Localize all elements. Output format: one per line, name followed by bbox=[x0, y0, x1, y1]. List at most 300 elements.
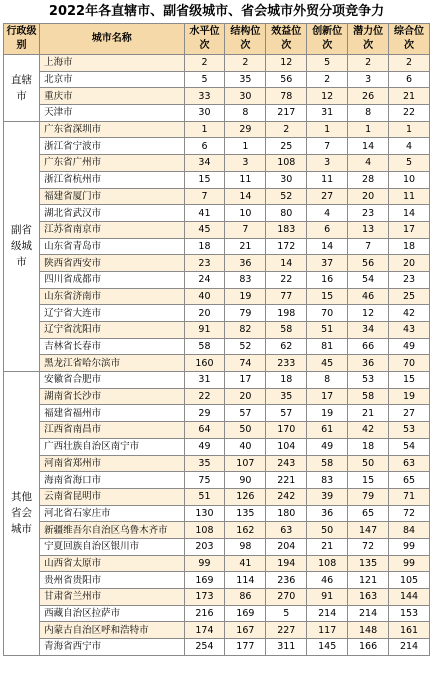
benefit-rank-cell: 18 bbox=[266, 372, 307, 389]
overall-rank-cell: 27 bbox=[389, 405, 430, 422]
potential-rank-cell: 12 bbox=[348, 305, 389, 322]
overall-rank-cell: 99 bbox=[389, 538, 430, 555]
table-row bbox=[4, 405, 430, 422]
table-row bbox=[4, 455, 430, 472]
structure-rank-cell: 74 bbox=[225, 355, 266, 372]
level-rank-cell: 31 bbox=[184, 372, 225, 389]
city-name-cell: 辽宁省大连市 bbox=[40, 305, 184, 322]
overall-rank-cell: 72 bbox=[389, 505, 430, 522]
benefit-rank-cell: 78 bbox=[266, 88, 307, 105]
city-name-cell: 四川省成都市 bbox=[40, 271, 184, 288]
benefit-rank-cell: 63 bbox=[266, 522, 307, 539]
overall-rank-cell: 10 bbox=[389, 171, 430, 188]
level-rank-cell: 51 bbox=[184, 488, 225, 505]
overall-rank-cell: 54 bbox=[389, 438, 430, 455]
overall-rank-cell: 1 bbox=[389, 121, 430, 138]
benefit-rank-cell: 22 bbox=[266, 271, 307, 288]
city-name-cell: 福建省厦门市 bbox=[40, 188, 184, 205]
innovation-rank-cell: 45 bbox=[307, 355, 348, 372]
innovation-rank-cell: 51 bbox=[307, 322, 348, 339]
table-row bbox=[4, 538, 430, 555]
innovation-rank-cell: 37 bbox=[307, 255, 348, 272]
overall-rank-cell: 43 bbox=[389, 322, 430, 339]
overall-rank-cell: 214 bbox=[389, 639, 430, 656]
level-rank-cell: 203 bbox=[184, 538, 225, 555]
benefit-rank-cell: 80 bbox=[266, 205, 307, 222]
benefit-rank-cell: 25 bbox=[266, 138, 307, 155]
city-name-cell: 湖北省武汉市 bbox=[40, 205, 184, 222]
overall-rank-cell: 14 bbox=[389, 205, 430, 222]
innovation-rank-cell: 17 bbox=[307, 388, 348, 405]
innovation-rank-cell: 15 bbox=[307, 288, 348, 305]
table-row bbox=[4, 221, 430, 238]
structure-rank-cell: 167 bbox=[225, 622, 266, 639]
structure-rank-cell: 1 bbox=[225, 138, 266, 155]
admin-level-cell: 直辖市 bbox=[4, 55, 40, 122]
potential-rank-cell: 18 bbox=[348, 438, 389, 455]
benefit-rank-cell: 170 bbox=[266, 422, 307, 439]
city-name-cell: 青海省西宁市 bbox=[40, 639, 184, 656]
potential-rank-cell: 26 bbox=[348, 88, 389, 105]
overall-rank-cell: 65 bbox=[389, 472, 430, 489]
level-rank-cell: 99 bbox=[184, 555, 225, 572]
level-rank-cell: 216 bbox=[184, 605, 225, 622]
table-row bbox=[4, 105, 430, 122]
table-row bbox=[4, 589, 430, 606]
benefit-rank-cell: 172 bbox=[266, 238, 307, 255]
table-row bbox=[4, 622, 430, 639]
overall-rank-cell: 5 bbox=[389, 155, 430, 172]
city-name-cell: 广东省深圳市 bbox=[40, 121, 184, 138]
structure-rank-cell: 10 bbox=[225, 205, 266, 222]
innovation-rank-cell: 49 bbox=[307, 438, 348, 455]
table-row bbox=[4, 238, 430, 255]
potential-rank-cell: 42 bbox=[348, 422, 389, 439]
overall-rank-cell: 17 bbox=[389, 221, 430, 238]
innovation-rank-cell: 91 bbox=[307, 589, 348, 606]
benefit-rank-cell: 104 bbox=[266, 438, 307, 455]
benefit-rank-cell: 227 bbox=[266, 622, 307, 639]
benefit-rank-cell: 198 bbox=[266, 305, 307, 322]
benefit-rank-cell: 194 bbox=[266, 555, 307, 572]
table-row bbox=[4, 422, 430, 439]
innovation-rank-cell: 39 bbox=[307, 488, 348, 505]
city-name-cell: 云南省昆明市 bbox=[40, 488, 184, 505]
city-name-cell: 广西壮族自治区南宁市 bbox=[40, 438, 184, 455]
level-rank-cell: 30 bbox=[184, 105, 225, 122]
level-rank-cell: 29 bbox=[184, 405, 225, 422]
innovation-rank-cell: 81 bbox=[307, 338, 348, 355]
structure-rank-cell: 82 bbox=[225, 322, 266, 339]
structure-rank-cell: 11 bbox=[225, 171, 266, 188]
overall-rank-cell: 70 bbox=[389, 355, 430, 372]
level-rank-cell: 34 bbox=[184, 155, 225, 172]
city-name-cell: 山东省青岛市 bbox=[40, 238, 184, 255]
potential-rank-cell: 66 bbox=[348, 338, 389, 355]
overall-rank-cell: 15 bbox=[389, 372, 430, 389]
structure-rank-cell: 86 bbox=[225, 589, 266, 606]
potential-rank-cell: 147 bbox=[348, 522, 389, 539]
structure-rank-cell: 126 bbox=[225, 488, 266, 505]
table-row bbox=[4, 555, 430, 572]
structure-rank-cell: 107 bbox=[225, 455, 266, 472]
innovation-rank-cell: 108 bbox=[307, 555, 348, 572]
table-row bbox=[4, 639, 430, 656]
table-row bbox=[4, 522, 430, 539]
level-rank-cell: 2 bbox=[184, 55, 225, 72]
structure-rank-cell: 57 bbox=[225, 405, 266, 422]
potential-rank-cell: 166 bbox=[348, 639, 389, 656]
potential-rank-cell: 23 bbox=[348, 205, 389, 222]
level-rank-cell: 174 bbox=[184, 622, 225, 639]
table-title: 2022年各直辖市、副省级城市、省会城市外贸分项竞争力 bbox=[48, 4, 385, 19]
overall-rank-cell: 4 bbox=[389, 138, 430, 155]
innovation-rank-cell: 27 bbox=[307, 188, 348, 205]
benefit-rank-cell: 77 bbox=[266, 288, 307, 305]
potential-rank-cell: 163 bbox=[348, 589, 389, 606]
potential-rank-cell: 1 bbox=[348, 121, 389, 138]
innovation-rank-cell: 7 bbox=[307, 138, 348, 155]
potential-rank-cell: 21 bbox=[348, 405, 389, 422]
city-name-cell: 内蒙古自治区呼和浩特市 bbox=[40, 622, 184, 639]
structure-rank-cell: 17 bbox=[225, 372, 266, 389]
potential-rank-cell: 148 bbox=[348, 622, 389, 639]
city-name-cell: 安徽省合肥市 bbox=[40, 372, 184, 389]
benefit-rank-cell: 243 bbox=[266, 455, 307, 472]
city-name-cell: 陕西省西安市 bbox=[40, 255, 184, 272]
structure-rank-cell: 90 bbox=[225, 472, 266, 489]
level-rank-cell: 18 bbox=[184, 238, 225, 255]
benefit-rank-cell: 183 bbox=[266, 221, 307, 238]
city-name-cell: 上海市 bbox=[40, 55, 184, 72]
table-row bbox=[4, 288, 430, 305]
level-rank-cell: 108 bbox=[184, 522, 225, 539]
overall-rank-cell: 6 bbox=[389, 71, 430, 88]
innovation-rank-cell: 16 bbox=[307, 271, 348, 288]
table-row bbox=[4, 372, 430, 389]
structure-rank-cell: 8 bbox=[225, 105, 266, 122]
table-row bbox=[4, 255, 430, 272]
structure-rank-cell: 169 bbox=[225, 605, 266, 622]
table-row bbox=[4, 505, 430, 522]
level-rank-cell: 254 bbox=[184, 639, 225, 656]
potential-rank-cell: 72 bbox=[348, 538, 389, 555]
potential-rank-cell: 54 bbox=[348, 271, 389, 288]
potential-rank-cell: 3 bbox=[348, 71, 389, 88]
level-rank-cell: 45 bbox=[184, 221, 225, 238]
benefit-rank-cell: 2 bbox=[266, 121, 307, 138]
structure-rank-cell: 50 bbox=[225, 422, 266, 439]
overall-rank-cell: 144 bbox=[389, 589, 430, 606]
structure-rank-cell: 20 bbox=[225, 388, 266, 405]
innovation-rank-cell: 214 bbox=[307, 605, 348, 622]
overall-rank-cell: 53 bbox=[389, 422, 430, 439]
table-row bbox=[4, 488, 430, 505]
innovation-rank-cell: 3 bbox=[307, 155, 348, 172]
potential-rank-cell: 58 bbox=[348, 388, 389, 405]
level-rank-cell: 173 bbox=[184, 589, 225, 606]
table-row bbox=[4, 55, 430, 72]
potential-rank-cell: 56 bbox=[348, 255, 389, 272]
city-name-cell: 浙江省杭州市 bbox=[40, 171, 184, 188]
benefit-rank-cell: 311 bbox=[266, 639, 307, 656]
city-name-cell: 天津市 bbox=[40, 105, 184, 122]
level-rank-cell: 33 bbox=[184, 88, 225, 105]
structure-rank-cell: 36 bbox=[225, 255, 266, 272]
city-name-cell: 海南省海口市 bbox=[40, 472, 184, 489]
benefit-rank-cell: 233 bbox=[266, 355, 307, 372]
innovation-rank-cell: 61 bbox=[307, 422, 348, 439]
potential-rank-cell: 53 bbox=[348, 372, 389, 389]
level-rank-cell: 24 bbox=[184, 271, 225, 288]
city-name-cell: 江苏省南京市 bbox=[40, 221, 184, 238]
table-row bbox=[4, 305, 430, 322]
innovation-rank-cell: 70 bbox=[307, 305, 348, 322]
innovation-rank-cell: 5 bbox=[307, 55, 348, 72]
innovation-rank-cell: 36 bbox=[307, 505, 348, 522]
overall-rank-cell: 42 bbox=[389, 305, 430, 322]
potential-rank-cell: 4 bbox=[348, 155, 389, 172]
city-name-cell: 贵州省贵阳市 bbox=[40, 572, 184, 589]
potential-rank-cell: 20 bbox=[348, 188, 389, 205]
innovation-rank-cell: 8 bbox=[307, 372, 348, 389]
potential-rank-cell: 36 bbox=[348, 355, 389, 372]
structure-rank-cell: 135 bbox=[225, 505, 266, 522]
header-admin-level: 行政级别 bbox=[4, 24, 40, 55]
potential-rank-cell: 14 bbox=[348, 138, 389, 155]
city-name-cell: 新疆维吾尔自治区乌鲁木齐市 bbox=[40, 522, 184, 539]
benefit-rank-cell: 30 bbox=[266, 171, 307, 188]
innovation-rank-cell: 14 bbox=[307, 238, 348, 255]
header-innovation-rank: 创新位次 bbox=[307, 24, 348, 55]
overall-rank-cell: 11 bbox=[389, 188, 430, 205]
benefit-rank-cell: 52 bbox=[266, 188, 307, 205]
structure-rank-cell: 83 bbox=[225, 271, 266, 288]
overall-rank-cell: 105 bbox=[389, 572, 430, 589]
city-name-cell: 广东省广州市 bbox=[40, 155, 184, 172]
header-row bbox=[4, 24, 430, 55]
potential-rank-cell: 15 bbox=[348, 472, 389, 489]
table-row bbox=[4, 88, 430, 105]
table-row bbox=[4, 71, 430, 88]
structure-rank-cell: 3 bbox=[225, 155, 266, 172]
structure-rank-cell: 52 bbox=[225, 338, 266, 355]
table-row bbox=[4, 322, 430, 339]
potential-rank-cell: 79 bbox=[348, 488, 389, 505]
table-row bbox=[4, 472, 430, 489]
potential-rank-cell: 50 bbox=[348, 455, 389, 472]
level-rank-cell: 15 bbox=[184, 171, 225, 188]
table-row bbox=[4, 438, 430, 455]
structure-rank-cell: 114 bbox=[225, 572, 266, 589]
level-rank-cell: 75 bbox=[184, 472, 225, 489]
overall-rank-cell: 21 bbox=[389, 88, 430, 105]
structure-rank-cell: 79 bbox=[225, 305, 266, 322]
benefit-rank-cell: 14 bbox=[266, 255, 307, 272]
overall-rank-cell: 63 bbox=[389, 455, 430, 472]
structure-rank-cell: 98 bbox=[225, 538, 266, 555]
innovation-rank-cell: 4 bbox=[307, 205, 348, 222]
benefit-rank-cell: 35 bbox=[266, 388, 307, 405]
benefit-rank-cell: 221 bbox=[266, 472, 307, 489]
level-rank-cell: 160 bbox=[184, 355, 225, 372]
innovation-rank-cell: 2 bbox=[307, 71, 348, 88]
benefit-rank-cell: 12 bbox=[266, 55, 307, 72]
potential-rank-cell: 214 bbox=[348, 605, 389, 622]
level-rank-cell: 5 bbox=[184, 71, 225, 88]
structure-rank-cell: 41 bbox=[225, 555, 266, 572]
innovation-rank-cell: 83 bbox=[307, 472, 348, 489]
structure-rank-cell: 30 bbox=[225, 88, 266, 105]
potential-rank-cell: 13 bbox=[348, 221, 389, 238]
header-benefit-rank: 效益位次 bbox=[266, 24, 307, 55]
benefit-rank-cell: 62 bbox=[266, 338, 307, 355]
benefit-rank-cell: 5 bbox=[266, 605, 307, 622]
overall-rank-cell: 49 bbox=[389, 338, 430, 355]
header-potential-rank: 潜力位次 bbox=[348, 24, 389, 55]
benefit-rank-cell: 180 bbox=[266, 505, 307, 522]
innovation-rank-cell: 21 bbox=[307, 538, 348, 555]
table-row bbox=[4, 188, 430, 205]
admin-level-cell: 副省级城市 bbox=[4, 121, 40, 371]
structure-rank-cell: 162 bbox=[225, 522, 266, 539]
innovation-rank-cell: 145 bbox=[307, 639, 348, 656]
city-name-cell: 西藏自治区拉萨市 bbox=[40, 605, 184, 622]
table-row bbox=[4, 205, 430, 222]
table-row bbox=[4, 388, 430, 405]
potential-rank-cell: 65 bbox=[348, 505, 389, 522]
benefit-rank-cell: 270 bbox=[266, 589, 307, 606]
level-rank-cell: 58 bbox=[184, 338, 225, 355]
structure-rank-cell: 21 bbox=[225, 238, 266, 255]
innovation-rank-cell: 31 bbox=[307, 105, 348, 122]
innovation-rank-cell: 12 bbox=[307, 88, 348, 105]
city-name-cell: 甘肃省兰州市 bbox=[40, 589, 184, 606]
level-rank-cell: 22 bbox=[184, 388, 225, 405]
overall-rank-cell: 19 bbox=[389, 388, 430, 405]
innovation-rank-cell: 50 bbox=[307, 522, 348, 539]
overall-rank-cell: 25 bbox=[389, 288, 430, 305]
level-rank-cell: 41 bbox=[184, 205, 225, 222]
innovation-rank-cell: 6 bbox=[307, 221, 348, 238]
table-row bbox=[4, 121, 430, 138]
city-name-cell: 宁夏回族自治区银川市 bbox=[40, 538, 184, 555]
potential-rank-cell: 46 bbox=[348, 288, 389, 305]
benefit-rank-cell: 236 bbox=[266, 572, 307, 589]
table-row bbox=[4, 355, 430, 372]
innovation-rank-cell: 46 bbox=[307, 572, 348, 589]
table-row bbox=[4, 572, 430, 589]
overall-rank-cell: 2 bbox=[389, 55, 430, 72]
overall-rank-cell: 161 bbox=[389, 622, 430, 639]
level-rank-cell: 40 bbox=[184, 288, 225, 305]
benefit-rank-cell: 56 bbox=[266, 71, 307, 88]
competitiveness-table bbox=[3, 23, 430, 656]
city-name-cell: 山西省太原市 bbox=[40, 555, 184, 572]
structure-rank-cell: 29 bbox=[225, 121, 266, 138]
level-rank-cell: 130 bbox=[184, 505, 225, 522]
header-structure-rank: 结构位次 bbox=[225, 24, 266, 55]
overall-rank-cell: 84 bbox=[389, 522, 430, 539]
level-rank-cell: 6 bbox=[184, 138, 225, 155]
header-level-rank: 水平位次 bbox=[184, 24, 225, 55]
level-rank-cell: 23 bbox=[184, 255, 225, 272]
city-name-cell: 重庆市 bbox=[40, 88, 184, 105]
overall-rank-cell: 153 bbox=[389, 605, 430, 622]
potential-rank-cell: 28 bbox=[348, 171, 389, 188]
admin-level-cell: 其他省会城市 bbox=[4, 372, 40, 656]
potential-rank-cell: 135 bbox=[348, 555, 389, 572]
table-row bbox=[4, 271, 430, 288]
benefit-rank-cell: 242 bbox=[266, 488, 307, 505]
level-rank-cell: 20 bbox=[184, 305, 225, 322]
overall-rank-cell: 20 bbox=[389, 255, 430, 272]
structure-rank-cell: 35 bbox=[225, 71, 266, 88]
structure-rank-cell: 2 bbox=[225, 55, 266, 72]
table-row bbox=[4, 171, 430, 188]
table-row bbox=[4, 138, 430, 155]
table-row bbox=[4, 338, 430, 355]
city-name-cell: 福建省福州市 bbox=[40, 405, 184, 422]
level-rank-cell: 91 bbox=[184, 322, 225, 339]
benefit-rank-cell: 204 bbox=[266, 538, 307, 555]
overall-rank-cell: 18 bbox=[389, 238, 430, 255]
level-rank-cell: 49 bbox=[184, 438, 225, 455]
city-name-cell: 河南省郑州市 bbox=[40, 455, 184, 472]
overall-rank-cell: 99 bbox=[389, 555, 430, 572]
structure-rank-cell: 19 bbox=[225, 288, 266, 305]
innovation-rank-cell: 19 bbox=[307, 405, 348, 422]
benefit-rank-cell: 217 bbox=[266, 105, 307, 122]
city-name-cell: 北京市 bbox=[40, 71, 184, 88]
structure-rank-cell: 7 bbox=[225, 221, 266, 238]
potential-rank-cell: 8 bbox=[348, 105, 389, 122]
level-rank-cell: 64 bbox=[184, 422, 225, 439]
city-name-cell: 辽宁省沈阳市 bbox=[40, 322, 184, 339]
overall-rank-cell: 23 bbox=[389, 271, 430, 288]
benefit-rank-cell: 58 bbox=[266, 322, 307, 339]
level-rank-cell: 35 bbox=[184, 455, 225, 472]
city-name-cell: 山东省济南市 bbox=[40, 288, 184, 305]
level-rank-cell: 169 bbox=[184, 572, 225, 589]
city-name-cell: 浙江省宁波市 bbox=[40, 138, 184, 155]
city-name-cell: 江西省南昌市 bbox=[40, 422, 184, 439]
level-rank-cell: 1 bbox=[184, 121, 225, 138]
city-name-cell: 吉林省长春市 bbox=[40, 338, 184, 355]
structure-rank-cell: 14 bbox=[225, 188, 266, 205]
overall-rank-cell: 71 bbox=[389, 488, 430, 505]
header-city-name: 城市名称 bbox=[40, 24, 184, 55]
city-name-cell: 湖南省长沙市 bbox=[40, 388, 184, 405]
benefit-rank-cell: 57 bbox=[266, 405, 307, 422]
potential-rank-cell: 2 bbox=[348, 55, 389, 72]
innovation-rank-cell: 11 bbox=[307, 171, 348, 188]
header-overall-rank: 综合位次 bbox=[389, 24, 430, 55]
innovation-rank-cell: 117 bbox=[307, 622, 348, 639]
structure-rank-cell: 177 bbox=[225, 639, 266, 656]
innovation-rank-cell: 58 bbox=[307, 455, 348, 472]
innovation-rank-cell: 1 bbox=[307, 121, 348, 138]
potential-rank-cell: 7 bbox=[348, 238, 389, 255]
city-name-cell: 河北省石家庄市 bbox=[40, 505, 184, 522]
level-rank-cell: 7 bbox=[184, 188, 225, 205]
table-row bbox=[4, 605, 430, 622]
structure-rank-cell: 40 bbox=[225, 438, 266, 455]
city-name-cell: 黑龙江省哈尔滨市 bbox=[40, 355, 184, 372]
potential-rank-cell: 34 bbox=[348, 322, 389, 339]
benefit-rank-cell: 108 bbox=[266, 155, 307, 172]
potential-rank-cell: 121 bbox=[348, 572, 389, 589]
